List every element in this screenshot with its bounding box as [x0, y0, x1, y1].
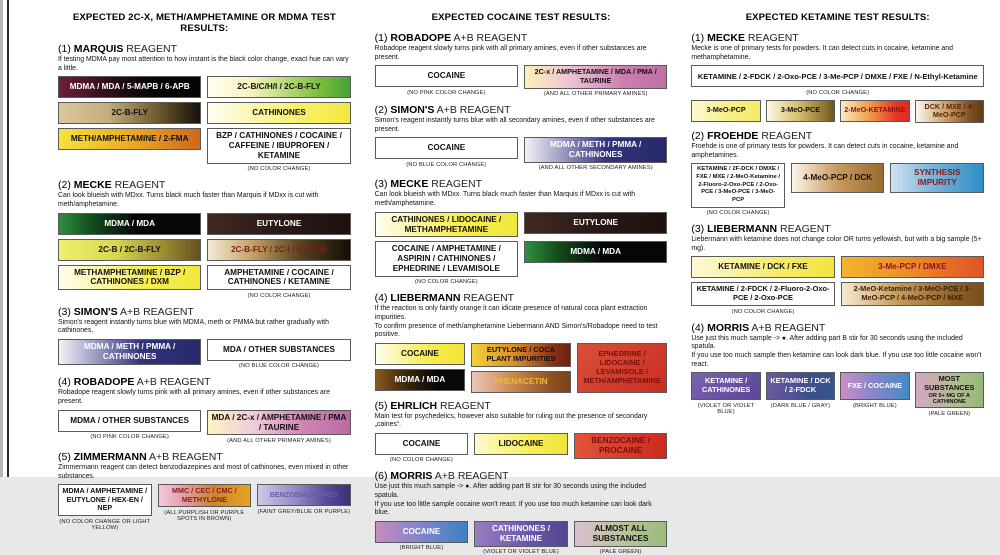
- column-ketamine: [691, 2, 984, 477]
- result-box: BENZODIAZEPINES: [257, 484, 351, 506]
- result-box: 4-MeO-PCP / DCK: [791, 163, 885, 193]
- color-note: (NO PINK COLOR CHANGE): [407, 89, 486, 96]
- section-ehrlich: [375, 400, 668, 464]
- section-description: If testing MDMA pay most attention to how instant is the black color change, exact hue can vary a little.: [58, 56, 349, 72]
- section-description: Can look blueish with MDxx. Turns black much faster than Marquis if MDxx is cut with meth/amphetamine.: [58, 192, 319, 208]
- result-box: 2-MeO-KETAMINE: [840, 100, 909, 122]
- result-box: MDA / 2C-x / AMPHETAMINE / PMA / TAURINE: [207, 410, 350, 436]
- color-note: (DARK BLUE / GRAY): [770, 402, 831, 409]
- section-heading: (4) LIEBERMANN REAGENT: [374, 292, 515, 305]
- result-grid: [375, 343, 668, 393]
- section-description: Simon's reagent instantly turns blue with all secondary amines, even if other substances are present.: [374, 117, 655, 133]
- color-note: (NO PINK COLOR CHANGE): [90, 434, 169, 441]
- section-description: Can look blueish with MDxx. Turns black much faster than Marquis if MDxx is cut with meth/amphetamine.: [374, 191, 636, 208]
- result-box: MDMA / OTHER SUBSTANCES: [58, 410, 201, 432]
- color-note: (NO COLOR CHANGE): [806, 89, 870, 96]
- section-description: Mecke is one of primary tests for powders. It can detect cuts in cocaine, ketamine and methamphetamine.: [691, 45, 953, 61]
- result-grid: [691, 100, 984, 123]
- result-grid: [375, 433, 668, 464]
- result-box: COCAINE: [375, 137, 518, 159]
- result-box: KETAMINE / 2-FDCK / 2-Fluoro-2-Oxo-PCE / 2-Oxo-PCE: [691, 282, 834, 306]
- section-zimmermann: [58, 451, 351, 531]
- section-description: Use just this much sample -> ●. After adding part B stir for 30 seconds using the included spatula. If you use too little sample cocaine won't react. If you use too much ketamine can look dark blue.: [374, 483, 652, 517]
- result-box: COCAINE: [375, 521, 469, 543]
- section-description: Zimmermann reagent can detect benzodiazepines and most of cathinones, even mixed in other substances.: [58, 463, 349, 480]
- section-robadope: [375, 32, 668, 97]
- result-box: KETAMINE / CATHINONES: [691, 372, 760, 400]
- section-froehde: [691, 130, 984, 216]
- section-heading: (4) ROBADOPE A+B REAGENT: [58, 376, 211, 389]
- section-heading: (3) MECKE REAGENT: [374, 178, 483, 191]
- result-box: SYNTHESIS IMPURITY: [890, 163, 984, 193]
- color-note: (PALE GREEN): [599, 549, 642, 555]
- section-heading: (1) MECKE REAGENT: [691, 32, 799, 44]
- column-title: EXPECTED 2C-X, METH/AMPHETAMINE OR MDMA TEST RESULTS:: [72, 12, 336, 34]
- result-box: COCAINE: [375, 433, 469, 455]
- section-heading: (3) LIEBERMANN REAGENT: [691, 223, 831, 236]
- result-grid: [58, 410, 351, 444]
- result-box: MDMA / MDA: [58, 213, 201, 235]
- page-edge-line: [7, 0, 9, 477]
- section-morris: [691, 322, 984, 417]
- result-box: 2C-x / AMPHETAMINE / MDA / PMA / TAURINE: [524, 65, 667, 88]
- color-note: (NO COLOR CHANGE): [706, 210, 770, 217]
- result-box: PHENACETIN: [471, 371, 571, 393]
- result-box: MDMA / AMPHETAMINE / EUTYLONE / HEX-EN / NEP: [58, 484, 152, 516]
- section-heading: (2) MECKE REAGENT: [58, 179, 166, 192]
- color-note: (PALE GREEN): [928, 410, 971, 417]
- result-box: METH/AMPHETAMINE / 2-FMA: [58, 128, 201, 150]
- result-box: METHAMPHETAMINE / BZP / CATHINONES / DXM: [58, 265, 201, 291]
- section-robadope: [58, 376, 351, 443]
- result-grid: [375, 137, 668, 171]
- section-heading: (2) SIMON'S A+B REAGENT: [374, 104, 511, 117]
- column-title: EXPECTED COCAINE TEST RESULTS:: [431, 12, 611, 23]
- result-box: COCAINE: [375, 65, 518, 87]
- color-note: (FAINT GREY/BLUE OR PURPLE): [257, 508, 351, 515]
- result-box: EUTYLONE / COCA PLANT IMPURITIES: [471, 343, 571, 367]
- result-box: KETAMINE / 2-FDCK / 2-Oxo-PCE / 3-Me-PCP / DMXE / FXE / N-Ethyl-Ketamine: [691, 65, 984, 87]
- section-heading: (2) FROEHDE REAGENT: [691, 130, 813, 143]
- page-edge-shadow: [0, 0, 3, 477]
- section-heading: (6) MORRIS A+B REAGENT: [374, 470, 509, 483]
- section-heading: (5) ZIMMERMANN A+B REAGENT: [58, 450, 223, 463]
- result-grid: [375, 521, 668, 555]
- result-box: MDA / OTHER SUBSTANCES: [207, 339, 350, 361]
- result-box: CATHINONES: [207, 102, 350, 124]
- section-heading: (5) EHRLICH REAGENT: [374, 399, 491, 412]
- result-box: KETAMINE / DCK / 2-FDCK: [766, 372, 835, 400]
- result-box: CATHINONES / KETAMINE: [474, 521, 568, 547]
- color-note: (VIOLET OR VIOLET BLUE): [483, 549, 559, 555]
- color-note: (AND ALL OTHER PRIMARY AMINES): [543, 91, 648, 98]
- section-mecke: [375, 178, 668, 285]
- section-mecke: [58, 179, 351, 298]
- result-grid: [375, 212, 668, 286]
- section-description: Froehde is one of primary tests for powders. It can detect cuts in cocaine, ketamine and amphetamines.: [691, 143, 959, 159]
- section-marquis: [58, 43, 351, 172]
- color-note: (BRIGHT BLUE): [853, 402, 897, 409]
- color-note: (AND ALL OTHER SECONDARY AMINES): [538, 165, 653, 172]
- result-box: EPHEDRINE / LIDOCAINE / LEVAMISOLE / METH/AMPHETAMINE: [577, 343, 668, 393]
- result-box: COCAINE: [375, 343, 466, 365]
- result-box: MDMA / MDA: [524, 241, 667, 263]
- result-grid: [58, 339, 351, 370]
- section-mecke: [691, 32, 984, 123]
- result-box: 2C-B / 2C-B-FLY: [58, 239, 201, 261]
- result-box: MMC / CEC / CMC / METHYLONE: [158, 484, 252, 507]
- section-simons: [58, 306, 351, 370]
- section-description: Robadope reagent slowly turns pink with all primary amines, even if other substances are present.: [58, 389, 330, 406]
- result-box: 2C-B/C/H/I / 2C-B-FLY: [207, 76, 350, 98]
- result-box: 3-MeO-PCP: [691, 100, 760, 122]
- result-grid: [58, 484, 351, 530]
- result-grid: [58, 213, 351, 299]
- color-note: (NO COLOR CHANGE OR LIGHT YELLOW): [59, 518, 151, 531]
- section-liebermann: [691, 223, 984, 315]
- result-box: 2C-B-FLY: [58, 102, 201, 124]
- result-box: AMPHETAMINE / COCAINE / CATHINONES / KETAMINE: [207, 265, 350, 291]
- result-box: 3-Me-PCP / DMXE: [841, 256, 984, 278]
- result-box: BENZOCAINE / PROCAINE: [574, 433, 668, 459]
- column-cocaine: [374, 2, 668, 555]
- color-note: (BRIGHT BLUE): [399, 545, 444, 552]
- color-note: (NO BLUE COLOR CHANGE): [238, 363, 320, 370]
- section-morris: [375, 470, 668, 555]
- result-grid: [691, 256, 984, 314]
- result-box: KETAMINE / 2F-DCK / DMXE / FXE / MXE / 2-MeO-Ketamine / 2-Fluoro-2-Oxo-PCE / 2-Oxo-PCE / 3-MeO-PCE / 3-MeO-PCP: [691, 163, 785, 207]
- section-description: Simon's reagent instantly turns blue with MDMA, meth or PMMA but rather gradually with cathinones.: [58, 318, 329, 335]
- result-grid: [375, 65, 668, 97]
- section-description: Main test for psychedelics, however also suitable for ruling out the presence of secondary „caines“.: [374, 412, 648, 429]
- column-mdma: [58, 2, 351, 531]
- section-heading: (1) MARQUIS REAGENT: [58, 43, 178, 55]
- color-note: (NO COLOR CHANGE): [389, 457, 453, 464]
- result-box: KETAMINE / DCK / FXE: [691, 256, 834, 278]
- result-grid: [691, 372, 984, 417]
- result-box: MDMA / METH / PMMA / CATHINONES: [524, 137, 667, 163]
- result-box: ALMOST ALL SUBSTANCES: [574, 521, 668, 547]
- result-box: 3-MeO-PCE: [766, 100, 835, 122]
- section-description: Liebermann with ketamine does not change color OR turns yellowish, but with a big sample (5+ mg).: [691, 236, 982, 252]
- result-box: MOST SUBSTANCES OR 5+ MG OF A CATHINONE: [915, 372, 984, 408]
- section-heading: (3) SIMON'S A+B REAGENT: [58, 305, 194, 318]
- result-box: CATHINONES / LIDOCAINE / METHAMPHETAMINE: [375, 212, 518, 238]
- section-heading: (4) MORRIS A+B REAGENT: [691, 321, 826, 334]
- result-grid: [58, 76, 351, 172]
- result-box: MDMA / METH / PMMA / CATHINONES: [58, 339, 201, 365]
- section-heading: (1) ROBADOPE A+B REAGENT: [374, 32, 528, 44]
- color-note: (NO COLOR CHANGE): [731, 308, 795, 315]
- result-box: FXE / COCAINE: [840, 372, 909, 400]
- result-box: MDMA / MDA: [375, 369, 466, 391]
- color-note: (NO COLOR CHANGE): [414, 279, 478, 286]
- color-note: (NO BLUE COLOR CHANGE): [406, 161, 487, 168]
- column-title: EXPECTED KETAMINE TEST RESULTS:: [745, 12, 930, 23]
- result-box: EUTYLONE: [207, 213, 350, 235]
- section-description: If the reaction is only faintly orange it can idicate presence of natural coca plant extraction impurities. To confirm presence of meth/amphetamine Liebermann AND Simon's/Robadope need to test positive.: [374, 305, 658, 339]
- color-note: (ALL PURPLISH OR PURPLE SPOTS IN BROWN): [164, 509, 245, 522]
- color-note: (VIOLET OR VIOLET BLUE): [697, 402, 755, 415]
- result-box: 2C-B-FLY / 2C-I / 6-APDB: [207, 239, 350, 261]
- result-box: DCK / MXE / 4-MeO-PCP: [915, 100, 984, 123]
- section-description: Use just this much sample -> ●. After adding part B stir for 30 seconds using the included spatula. If you use too much sample then ketamine can look dark blue. If you use too little cocaine won't react.: [691, 334, 982, 368]
- result-box: COCAINE / AMPHETAMINE / ASPIRIN / CATHINONES / EPHEDRINE / LEVAMISOLE: [375, 241, 518, 277]
- result-box: 2-MeO-Ketamine / 3-MeO-PCE / 3-MeO-PCP / 4-MeO-PCP / MXE: [841, 282, 984, 306]
- section-description: Robadope reagent slowly turns pink with all primary amines, even if other substances are present.: [374, 45, 647, 61]
- result-grid: [691, 163, 984, 216]
- result-box: LIDOCAINE: [474, 433, 568, 455]
- result-box: EUTYLONE: [524, 212, 667, 234]
- result-box: BZP / CATHINONES / COCAINE / CAFFEINE / IBUPROFEN / KETAMINE: [207, 128, 350, 164]
- result-box: MDMA / MDA / 5-MAPB / 6-APB: [58, 76, 201, 98]
- section-simons: [375, 104, 668, 171]
- color-note: (AND ALL OTHER PRIMARY AMINES): [227, 437, 331, 444]
- color-note: (NO COLOR CHANGE): [247, 292, 311, 299]
- color-note: (NO COLOR CHANGE): [247, 166, 311, 173]
- section-liebermann: [375, 292, 668, 392]
